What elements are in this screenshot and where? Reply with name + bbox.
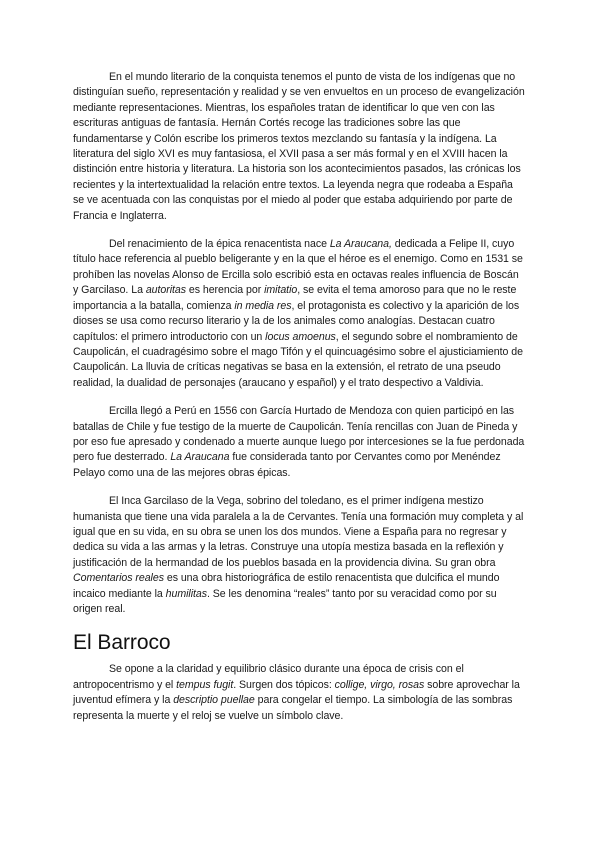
paragraph-inca-garcilaso (73, 494, 526, 617)
text-segment: . Surgen dos tópicos: (233, 678, 335, 691)
text-segment: El Inca Garcilaso de la Vega, sobrino del toledano, es el primer indígena mestizo humanista que tiene una vida paralela a la de Cervantes. Tenía una formación muy completa y al igual que en su vida, en su obra se unen los dos mundos. Viene a España para no regresar y dedica su vida a las armas y la letras. Construye una utopía mestiza basada en la reflexión y justificación de la hermandad de los pueblos basada en la providencia divina. Su gran obra (73, 495, 524, 569)
text-segment: fue considerada tanto por Cervantes como por Menéndez Pelayo como una de las mejores obras épicas. (73, 451, 501, 479)
text-segment: dedicada a Felipe II, cuyo título hace referencia al pueblo beligerante y en la que el héroe es el enemigo. Como en 1531 se prohíben las novelas Alonso de Ercilla solo escribió esta en octavas reales influencia de Boscán y Garcilaso. La (73, 238, 523, 297)
text-segment: Del renacimiento de la épica renacentista nace (109, 238, 330, 251)
text-segment: , el protagonista es colectivo y la aparición de los dioses se usa como recurso literario y la de los animales como analogías. Destacan cuatro capítulos: el primero introductorio con un (73, 299, 520, 343)
italic-term: collige, virgo, rosas (334, 678, 425, 691)
italic-term: autoritas (145, 284, 186, 297)
text-segment: En el mundo literario de la conquista tenemos el punto de vista de los indígenas que no distinguían sueño, representación y realidad y se ven envueltos en un proceso de evangelización mediante representaciones. Mientras, los españoles tratan de identificar lo que ven con las escrituras antiguas de fantasía. Hernán Cortés recoge las tradiciones sobre las que fundamentarse y Colón escribe los primeros textos mezclando su fantasía y la indígena. La literatura del siglo XVI es muy fantasiosa, el XVII pasa a ser más formal y en el XVIII hacen la distinción entre historia y literatura. La historia son los acontecimientos pasados, las crónicas los recientes y la intertextualidad la relación entre textos. La leyenda negra que rodeaba a España se ve acentuada con las conquistas por el miedo al poder que estaba adquiriendo por parte de Francia e Inglaterra. (73, 71, 525, 222)
text-segment: es una obra historiográfica de estilo renacentista que dulcifica el mundo incaico mediante la (73, 572, 500, 600)
text-segment: Se opone a la claridad y equilibrio clásico durante una época de crisis con el antropocentrismo y el (73, 663, 464, 691)
text-segment: Ercilla llegó a Perú en 1556 con García Hurtado de Mendoza con quien participó en las batallas de Chile y fue testigo de la muerte de Caupolicán. Tenía rencillas con Juan de Pineda y por eso fue apresado y condenado a muerte aunque luego por intercesiones se la fue perdonada pero fue desterrado. (73, 405, 525, 464)
text-segment: para congelar el tiempo. La simbología de las sombras representa la muerte y el reloj se vuelve un símbolo clave. (73, 694, 513, 722)
italic-title: La Araucana (170, 451, 230, 464)
italic-term: imitatio (264, 284, 298, 297)
italic-term: humilitas (165, 587, 207, 600)
paragraph-araucana (73, 237, 526, 391)
text-segment: , se evita el tema amoroso para que no le reste importancia a la batalla, comienza (73, 284, 517, 312)
paragraph-barroco (73, 662, 526, 724)
italic-term: locus amoenus (265, 330, 336, 343)
text-segment: . Se les denomina “reales” tanto por su veracidad como por su origen real. (73, 587, 497, 615)
italic-term: tempus fugit (176, 678, 234, 691)
paragraph-conquista (73, 70, 526, 224)
italic-term: in media res (234, 299, 292, 312)
section-heading: El Barroco (73, 631, 171, 655)
document-body (73, 70, 526, 737)
text-segment: sobre aprovechar la juventud efímera y la (73, 678, 520, 707)
italic-title: La Araucana, (329, 238, 392, 251)
italic-term: descriptio puellae (173, 694, 255, 707)
text-segment: , el segundo sobre el nombramiento de Caupolicán, el cuadragésimo sobre el mago Tifón y el quincuagésimo sobre el ajusticiamiento de Caupolicán. La lluvia de críticas negativas se basa en la extensión, el retrato de una pseudo realidad, la dualidad de personajes (araucano y español) y el trato despectivo a Valdivia. (73, 330, 523, 389)
italic-title: Comentarios reales (73, 572, 164, 585)
paragraph-ercilla (73, 404, 526, 481)
text-segment: es herencia por (186, 284, 265, 297)
